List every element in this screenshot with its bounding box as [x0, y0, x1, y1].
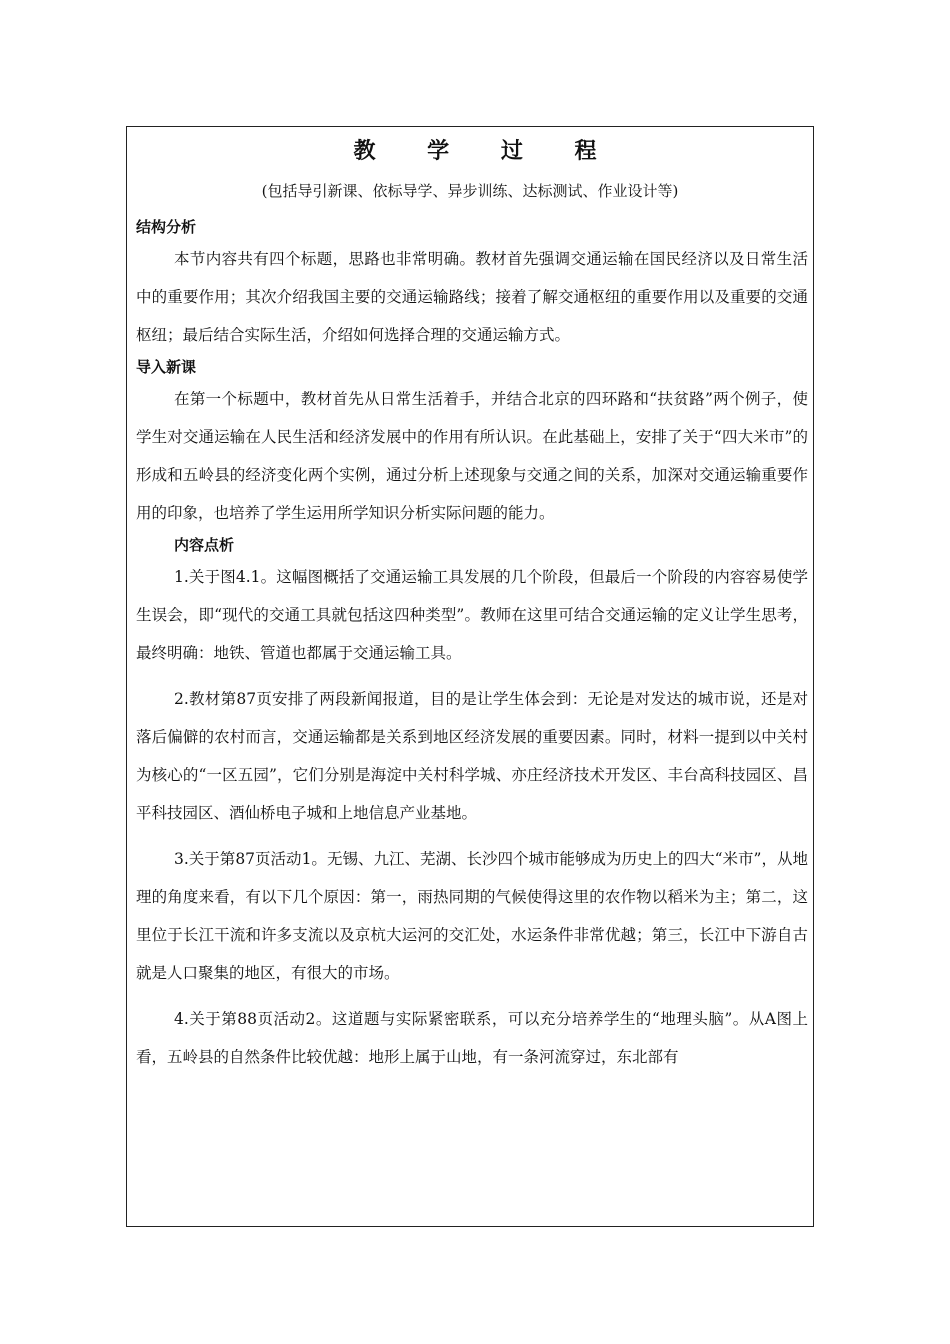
- analysis-paragraph-1: 1.关于图4.1。这幅图概括了交通运输工具发展的几个阶段，但最后一个阶段的内容容易使学生误会，即“现代的交通工具就包括这四种类型”。教师在这里可结合交通运输的定义让学生思考，最终明确：地铁、管道也都属于交通运输工具。: [136, 568, 808, 662]
- structure-paragraph: 本节内容共有四个标题，思路也非常明确。教材首先强调交通运输在国民经济以及日常生活中的重要作用；其次介绍我国主要的交通运输路线；接着了解交通枢纽的重要作用以及重要的交通枢纽；最后结合实际生活，介绍如何选择合理的交通运输方式。: [136, 250, 808, 344]
- analysis-paragraph-2: 2.教材第87页安排了两段新闻报道，目的是让学生体会到：无论是对发达的城市说，还是对落后偏僻的农村而言，交通运输都是关系到地区经济发展的重要因素。同时，材料一提到以中关村为核心的“一区五园”，它们分别是海淀中关村科学城、亦庄经济技术开发区、丰台高科技园区、昌平科技园区、酒仙桥电子城和上地信息产业基地。: [136, 690, 808, 822]
- page-title: 教 学 过 程: [353, 138, 619, 164]
- analysis-paragraph-3: 3.关于第87页活动1。无锡、九江、芜湖、长沙四个城市能够成为历史上的四大“米市”，从地理的角度来看，有以下几个原因：第一，雨热同期的气候使得这里的农作物以稻米为主；第二，这里位于长江干流和许多支流以及京杭大运河的交汇处，水运条件非常优越；第三，长江中下游自古就是人口聚集的地区，有很大的市场。: [136, 850, 808, 982]
- lesson-content: [136, 214, 808, 1076]
- page-subtitle: (包括导引新课、依标导学、异步训练、达标测试、作业设计等): [261, 182, 679, 200]
- analysis-paragraph-4: 4.关于第88页活动2。这道题与实际紧密联系，可以充分培养学生的“地理头脑”。从A图上看，五岭县的自然条件比较优越：地形上属于山地，有一条河流穿过，东北部有: [136, 1010, 808, 1066]
- section-heading-analysis: 内容点析: [174, 536, 235, 554]
- section-heading-structure: 结构分析: [136, 218, 197, 236]
- section-heading-intro: 导入新课: [136, 358, 197, 376]
- intro-paragraph: 在第一个标题中，教材首先从日常生活着手，并结合北京的四环路和“扶贫路”两个例子，使学生对交通运输在人民生活和经济发展中的作用有所认识。在此基础上，安排了关于“四大米市”的形成和五岭县的经济变化两个实例，通过分析上述现象与交通之间的关系，加深对交通运输重要作用的印象，也培养了学生运用所学知识分析实际问题的能力。: [136, 390, 808, 522]
